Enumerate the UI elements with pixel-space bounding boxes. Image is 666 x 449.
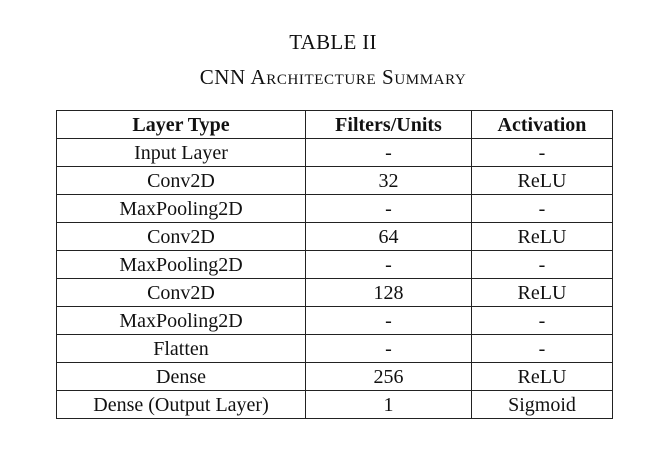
cell-activation: Sigmoid xyxy=(472,391,613,419)
cell-filters-units: 128 xyxy=(306,279,472,307)
cell-activation: - xyxy=(472,251,613,279)
cell-filters-units: 256 xyxy=(306,363,472,391)
table-row xyxy=(57,363,613,391)
cell-layer-type: Input Layer xyxy=(57,139,306,167)
table-row xyxy=(57,195,613,223)
table-row xyxy=(57,307,613,335)
cell-filters-units: - xyxy=(306,335,472,363)
cell-layer-type: Dense xyxy=(57,363,306,391)
cell-layer-type: Dense (Output Layer) xyxy=(57,391,306,419)
table-row xyxy=(57,391,613,419)
table-row xyxy=(57,167,613,195)
cell-activation: ReLU xyxy=(472,167,613,195)
cell-activation: ReLU xyxy=(472,363,613,391)
table-row xyxy=(57,335,613,363)
cell-filters-units: - xyxy=(306,195,472,223)
cell-activation: - xyxy=(472,195,613,223)
cell-activation: - xyxy=(472,335,613,363)
cell-layer-type: Conv2D xyxy=(57,279,306,307)
table-row xyxy=(57,139,613,167)
table-number: TABLE II xyxy=(289,30,377,54)
cell-layer-type: MaxPooling2D xyxy=(57,195,306,223)
cell-filters-units: 32 xyxy=(306,167,472,195)
cell-activation: - xyxy=(472,139,613,167)
architecture-table xyxy=(56,110,613,419)
cell-layer-type: Conv2D xyxy=(57,167,306,195)
table-header-row xyxy=(57,111,613,139)
cell-filters-units: 64 xyxy=(306,223,472,251)
cell-filters-units: - xyxy=(306,307,472,335)
cell-filters-units: - xyxy=(306,251,472,279)
cell-activation: ReLU xyxy=(472,279,613,307)
cell-layer-type: MaxPooling2D xyxy=(57,251,306,279)
table-row xyxy=(57,251,613,279)
cell-activation: - xyxy=(472,307,613,335)
table-row xyxy=(57,279,613,307)
cell-layer-type: MaxPooling2D xyxy=(57,307,306,335)
cell-filters-units: - xyxy=(306,139,472,167)
cell-layer-type: Flatten xyxy=(57,335,306,363)
cell-activation: ReLU xyxy=(472,223,613,251)
cell-layer-type: Conv2D xyxy=(57,223,306,251)
table-row xyxy=(57,223,613,251)
cell-filters-units: 1 xyxy=(306,391,472,419)
header-filters-units: Filters/Units xyxy=(306,111,472,139)
header-layer-type: Layer Type xyxy=(57,111,306,139)
table-caption: CNN Architecture Summary xyxy=(199,65,467,89)
header-activation: Activation xyxy=(472,111,613,139)
